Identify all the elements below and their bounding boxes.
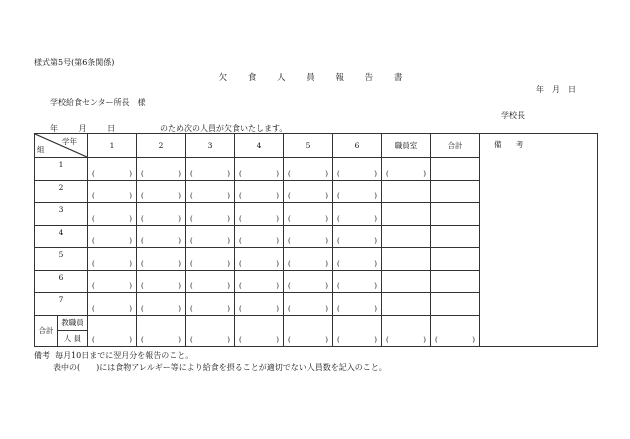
count-cell[interactable] — [137, 180, 186, 203]
paren-field — [237, 260, 281, 268]
paren-close: ) — [374, 214, 377, 223]
count-cell[interactable] — [186, 225, 235, 248]
paren-close: ) — [423, 169, 426, 178]
paren-open: ( — [239, 304, 242, 313]
count-cell[interactable] — [186, 180, 235, 203]
count-cell[interactable] — [333, 225, 382, 248]
count-cell[interactable] — [333, 203, 382, 226]
total-cell[interactable] — [431, 293, 480, 316]
paren-close: ) — [129, 259, 132, 268]
paren-close: ) — [227, 192, 230, 200]
paren-open: ( — [239, 282, 242, 290]
paren-close: ) — [276, 282, 279, 290]
total-cell[interactable] — [431, 248, 480, 271]
paren-open: ( — [288, 259, 291, 268]
paren-close: ) — [325, 169, 328, 178]
paren-open: ( — [92, 259, 95, 268]
paren-field — [90, 336, 134, 344]
paren-close: ) — [374, 304, 377, 313]
absence-date-day: 日 — [107, 124, 116, 133]
paren-field — [139, 215, 183, 223]
paren-close: ) — [178, 237, 181, 245]
paren-field — [335, 237, 379, 245]
absence-table — [34, 133, 598, 347]
paren-open: ( — [288, 304, 291, 313]
grade-label: 学年 — [62, 137, 77, 146]
count-cell[interactable] — [88, 293, 137, 316]
form-number: 様式第5号(第6条関係) — [34, 58, 115, 67]
paren-open: ( — [92, 237, 95, 245]
grade-header-2: 2 — [137, 134, 186, 158]
paren-field — [286, 336, 330, 344]
staff-room-cell[interactable] — [382, 225, 431, 248]
class-row-label: 2 — [35, 180, 88, 203]
class-row-label: 1 — [35, 158, 88, 181]
paren-close: ) — [374, 169, 377, 178]
count-cell[interactable] — [235, 293, 284, 316]
paren-field — [90, 170, 134, 178]
grade-header-4: 4 — [235, 134, 284, 158]
paren-close: ) — [178, 259, 181, 268]
paren-close: ) — [325, 214, 328, 223]
paren-close: ) — [374, 192, 377, 200]
remarks-column[interactable]: 備 考 — [480, 134, 598, 347]
paren-field — [335, 305, 379, 313]
paren-field — [335, 260, 379, 268]
total-count-cell[interactable] — [284, 315, 333, 346]
paren-open: ( — [141, 304, 144, 313]
note-1-text: 毎月10日までに翌月分を報告のこと。 — [55, 351, 194, 360]
paren-field — [90, 282, 134, 290]
total-count-cell[interactable] — [235, 315, 284, 346]
paren-close: ) — [178, 335, 181, 344]
total-count-cell[interactable] — [431, 315, 480, 346]
paren-open: ( — [337, 335, 340, 344]
count-cell[interactable] — [88, 248, 137, 271]
count-cell[interactable] — [284, 248, 333, 271]
total-row-label — [35, 315, 88, 346]
paren-field — [286, 192, 330, 200]
paren-open: ( — [239, 214, 242, 223]
paren-close: ) — [227, 282, 230, 290]
paren-field — [237, 237, 281, 245]
count-cell[interactable] — [88, 158, 137, 181]
paren-close: ) — [374, 282, 377, 290]
paren-close: ) — [129, 169, 132, 178]
staff-room-cell[interactable] — [382, 293, 431, 316]
paren-open: ( — [288, 192, 291, 200]
paren-close: ) — [325, 237, 328, 245]
paren-open: ( — [337, 169, 340, 178]
staff-room-cell[interactable] — [382, 180, 431, 203]
paren-open: ( — [190, 335, 193, 344]
paren-field — [335, 170, 379, 178]
paren-field — [286, 260, 330, 268]
paren-close: ) — [325, 335, 328, 344]
paren-field — [139, 192, 183, 200]
paren-open: ( — [337, 237, 340, 245]
count-cell[interactable] — [186, 248, 235, 271]
addressee: 学校給食センター所長 様 — [50, 98, 146, 107]
paren-open: ( — [190, 192, 193, 200]
class-row-label: 4 — [35, 225, 88, 248]
paren-open: ( — [141, 214, 144, 223]
count-cell[interactable] — [186, 293, 235, 316]
grade-header-5: 5 — [284, 134, 333, 158]
staff-room-cell[interactable] — [382, 248, 431, 271]
staff-room-cell[interactable] — [382, 203, 431, 226]
count-cell[interactable] — [333, 293, 382, 316]
paren-close: ) — [276, 169, 279, 178]
paren-open: ( — [239, 259, 242, 268]
paren-field — [90, 260, 134, 268]
paren-field — [286, 170, 330, 178]
corner-header — [35, 134, 88, 158]
paren-open: ( — [386, 335, 389, 344]
paren-close: ) — [325, 192, 328, 200]
paren-open: ( — [92, 282, 95, 290]
paren-field — [237, 215, 281, 223]
class-label: 組 — [37, 145, 45, 154]
paren-close: ) — [374, 335, 377, 344]
note-2: 表中の( )には食物アレルギー等により給食を摂ることが適切でない人員数を記入のこと。 — [53, 363, 387, 372]
count-cell[interactable] — [186, 270, 235, 293]
paren-close: ) — [276, 192, 279, 200]
count-cell[interactable] — [137, 293, 186, 316]
paren-field — [335, 215, 379, 223]
paren-open: ( — [239, 335, 242, 344]
count-cell[interactable] — [284, 203, 333, 226]
total-count-cell[interactable] — [186, 315, 235, 346]
paren-close: ) — [129, 335, 132, 344]
class-row-label: 3 — [35, 203, 88, 226]
paren-close: ) — [227, 259, 230, 268]
total-cell[interactable] — [431, 225, 480, 248]
paren-close: ) — [227, 214, 230, 223]
count-cell[interactable] — [284, 225, 333, 248]
paren-close: ) — [472, 335, 475, 344]
intro-text: のため次の人員が欠食いたします。 — [160, 124, 288, 133]
document-title: 欠 食 人 員 報 告 書 — [218, 73, 412, 83]
total-cell[interactable] — [431, 203, 480, 226]
paren-close: ) — [129, 304, 132, 313]
count-cell[interactable] — [137, 248, 186, 271]
absence-date-year: 年 — [50, 124, 58, 133]
paren-field — [237, 170, 281, 178]
count-cell[interactable] — [88, 203, 137, 226]
count-cell[interactable] — [137, 158, 186, 181]
paren-field — [90, 305, 134, 313]
count-cell[interactable] — [235, 248, 284, 271]
note-1 — [34, 350, 193, 361]
paren-open: ( — [92, 304, 95, 313]
paren-open: ( — [141, 237, 144, 245]
paren-open: ( — [239, 192, 242, 200]
paren-open: ( — [337, 304, 340, 313]
paren-field — [335, 282, 379, 290]
paren-open: ( — [141, 335, 144, 344]
paren-field — [139, 336, 183, 344]
paren-field — [237, 305, 281, 313]
paren-close: ) — [227, 237, 230, 245]
paren-open: ( — [92, 335, 95, 344]
paren-open: ( — [190, 214, 193, 223]
paren-close: ) — [227, 335, 230, 344]
paren-close: ) — [178, 282, 181, 290]
paren-open: ( — [190, 169, 193, 178]
paren-open: ( — [190, 237, 193, 245]
total-cell[interactable] — [431, 270, 480, 293]
count-cell[interactable] — [186, 203, 235, 226]
paren-close: ) — [276, 335, 279, 344]
grade-header-3: 3 — [186, 134, 235, 158]
count-cell[interactable] — [137, 270, 186, 293]
paren-field — [335, 336, 379, 344]
paren-open: ( — [386, 169, 389, 178]
paren-field — [90, 237, 134, 245]
paren-field — [188, 215, 232, 223]
paren-close: ) — [129, 237, 132, 245]
count-cell[interactable] — [284, 158, 333, 181]
paren-field — [188, 336, 232, 344]
paren-open: ( — [337, 259, 340, 268]
paren-open: ( — [337, 282, 340, 290]
paren-close: ) — [325, 304, 328, 313]
paren-close: ) — [325, 259, 328, 268]
count-cell[interactable] — [284, 293, 333, 316]
paren-open: ( — [435, 335, 438, 344]
paren-close: ) — [129, 214, 132, 223]
paren-field — [139, 305, 183, 313]
total-label: 合計 — [38, 326, 54, 335]
count-cell[interactable] — [333, 248, 382, 271]
count-cell[interactable] — [333, 180, 382, 203]
paren-close: ) — [178, 192, 181, 200]
count-cell[interactable] — [88, 180, 137, 203]
paren-field — [286, 282, 330, 290]
count-cell[interactable] — [235, 203, 284, 226]
paren-field — [90, 215, 134, 223]
paren-field — [286, 237, 330, 245]
paren-close: ) — [276, 304, 279, 313]
paren-open: ( — [288, 169, 291, 178]
count-cell[interactable] — [186, 158, 235, 181]
paren-field — [335, 192, 379, 200]
paren-close: ) — [276, 214, 279, 223]
total-count-cell[interactable] — [382, 315, 431, 346]
total-header: 合計 — [431, 134, 480, 158]
paren-close: ) — [227, 169, 230, 178]
paren-field — [384, 170, 428, 178]
paren-field — [188, 192, 232, 200]
class-row-label: 7 — [35, 293, 88, 316]
people-sublabel: 人 員 — [63, 333, 82, 343]
paren-close: ) — [227, 304, 230, 313]
total-count-cell[interactable] — [137, 315, 186, 346]
paren-open: ( — [190, 304, 193, 313]
grade-header-6: 6 — [333, 134, 382, 158]
total-count-cell[interactable] — [333, 315, 382, 346]
paren-open: ( — [92, 169, 95, 178]
report-date: 年 月 日 — [536, 85, 576, 94]
count-cell[interactable] — [333, 270, 382, 293]
total-cell[interactable] — [431, 180, 480, 203]
count-cell[interactable] — [88, 225, 137, 248]
paren-open: ( — [288, 282, 291, 290]
paren-open: ( — [190, 259, 193, 268]
paren-field — [139, 260, 183, 268]
paren-close: ) — [178, 214, 181, 223]
paren-open: ( — [337, 214, 340, 223]
paren-field — [139, 237, 183, 245]
grade-header-1: 1 — [88, 134, 137, 158]
count-cell[interactable] — [235, 225, 284, 248]
paren-field — [90, 192, 134, 200]
staff-room-header: 職員室 — [382, 134, 431, 158]
count-cell[interactable] — [333, 158, 382, 181]
paren-open: ( — [141, 282, 144, 290]
header-row — [35, 134, 598, 158]
paren-close: ) — [178, 304, 181, 313]
paren-close: ) — [178, 169, 181, 178]
count-cell[interactable] — [284, 270, 333, 293]
paren-field — [139, 282, 183, 290]
paren-open: ( — [92, 192, 95, 200]
paren-field — [237, 192, 281, 200]
count-cell[interactable] — [235, 270, 284, 293]
staff-room-cell[interactable] — [382, 270, 431, 293]
paren-field — [286, 305, 330, 313]
paren-close: ) — [325, 282, 328, 290]
count-cell[interactable] — [137, 203, 186, 226]
paren-field — [188, 260, 232, 268]
paren-field — [384, 336, 428, 344]
paren-open: ( — [288, 335, 291, 344]
paren-field — [188, 170, 232, 178]
paren-close: ) — [423, 335, 426, 344]
paren-field — [433, 336, 477, 344]
paren-field — [188, 282, 232, 290]
total-count-cell[interactable] — [88, 315, 137, 346]
paren-open: ( — [239, 237, 242, 245]
note-label: 備考 — [34, 351, 50, 360]
count-cell[interactable] — [284, 180, 333, 203]
paren-close: ) — [129, 192, 132, 200]
count-cell[interactable] — [235, 180, 284, 203]
paren-open: ( — [141, 169, 144, 178]
paren-field — [237, 282, 281, 290]
paren-field — [139, 170, 183, 178]
paren-field — [188, 237, 232, 245]
paren-close: ) — [276, 237, 279, 245]
school-head: 学校長 — [501, 111, 525, 120]
paren-field — [237, 336, 281, 344]
paren-close: ) — [129, 282, 132, 290]
staff-room-cell[interactable] — [382, 158, 431, 181]
staff-sublabel: 教職員 — [58, 316, 87, 331]
count-cell[interactable] — [235, 158, 284, 181]
paren-close: ) — [374, 259, 377, 268]
paren-close: ) — [374, 237, 377, 245]
paren-open: ( — [92, 214, 95, 223]
paren-open: ( — [337, 192, 340, 200]
paren-open: ( — [190, 282, 193, 290]
count-cell[interactable] — [88, 270, 137, 293]
paren-open: ( — [141, 259, 144, 268]
paren-close: ) — [276, 259, 279, 268]
count-cell[interactable] — [137, 225, 186, 248]
paren-open: ( — [288, 237, 291, 245]
paren-field — [286, 215, 330, 223]
paren-open: ( — [141, 192, 144, 200]
class-row-label: 5 — [35, 248, 88, 271]
absence-date-month: 月 — [78, 124, 87, 133]
paren-field — [188, 305, 232, 313]
total-cell[interactable] — [431, 158, 480, 181]
paren-open: ( — [288, 214, 291, 223]
paren-open: ( — [239, 169, 242, 178]
class-row-label: 6 — [35, 270, 88, 293]
